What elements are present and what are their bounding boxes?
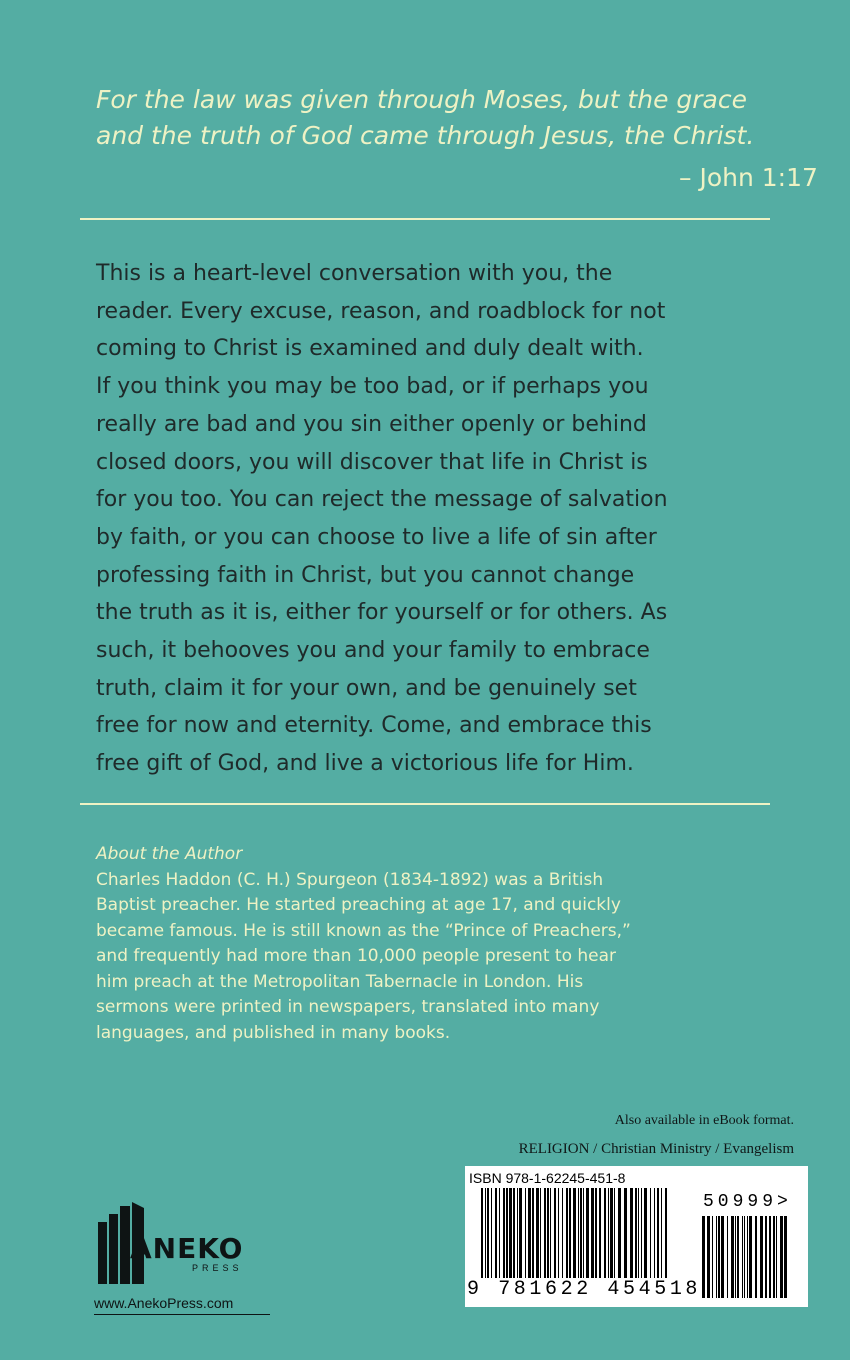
barcode-bar [544, 1188, 546, 1278]
top-divider [80, 218, 770, 220]
quote-reference: – John 1:17 [679, 163, 818, 192]
about-the-author [96, 842, 786, 1046]
about-line: and frequently had more than 10,000 people present to hear [96, 946, 617, 966]
about-line: languages, and published in many books. [96, 1022, 451, 1043]
barcode-bar [550, 1188, 551, 1278]
barcode-bar [536, 1188, 539, 1278]
barcode-bar [566, 1188, 568, 1278]
description-line: truth, claim it for your own, and be genuinely set [96, 675, 637, 701]
about-line: Charles Haddon (C. H.) Spurgeon (1834-1892) was a British [96, 869, 604, 890]
publisher-logo [94, 1192, 284, 1292]
barcode-bar [760, 1216, 763, 1298]
barcode-bar [737, 1216, 739, 1298]
barcode-bar [491, 1188, 492, 1278]
barcode-bar [773, 1216, 775, 1298]
description-line: coming to Christ is examined and duly dealt with. [96, 336, 644, 362]
barcode-bar [744, 1216, 745, 1298]
bottom-divider [80, 803, 770, 805]
barcode-bar [635, 1188, 637, 1278]
about-line: Baptist preacher. He started preaching at age 17, and quickly [96, 895, 621, 915]
barcode-bar [747, 1216, 748, 1298]
barcode-bar [586, 1188, 589, 1278]
description-line: closed doors, you will discover that life in Christ is [96, 449, 648, 475]
barcode-bar [578, 1188, 579, 1278]
barcode-bar [517, 1188, 518, 1278]
barcode-bar [503, 1188, 505, 1278]
book-description [96, 255, 776, 783]
barcode-bar [485, 1188, 486, 1278]
barcode-bar [487, 1188, 489, 1278]
barcode-bar [657, 1188, 659, 1278]
barcode-bar [721, 1216, 724, 1298]
about-heading: About the Author [96, 844, 243, 864]
barcode-bar [540, 1188, 541, 1278]
quote-line: and the truth of God came through Jesus, the Christ. [96, 121, 755, 150]
description-line: the truth as it is, either for yourself or for others. As [96, 600, 668, 626]
barcode-bar [650, 1188, 651, 1278]
barcode-bar [554, 1188, 556, 1278]
about-line: became famous. He is still known as the “Prince of Preachers,” [96, 920, 631, 941]
barcode-bar [630, 1188, 633, 1278]
barcode-bar [547, 1188, 549, 1278]
addon-digits: 50999> [703, 1192, 792, 1212]
description-line: professing faith in Christ, but you cannot change [96, 562, 635, 588]
barcode-bar [608, 1188, 609, 1278]
publisher-url[interactable]: www.AnekoPress.com [94, 1295, 234, 1311]
description-line: reader. Every excuse, reason, and roadblock for not [96, 298, 666, 324]
epigraph-quote [96, 82, 818, 192]
barcode-bar [712, 1216, 713, 1298]
barcode-bar [506, 1188, 508, 1278]
ean-digits: 9 781622 454518 [467, 1278, 702, 1301]
barcode-bar [573, 1188, 576, 1278]
bisac-category: RELIGION / Christian Ministry / Evangelism [518, 1141, 794, 1157]
barcode-bar [707, 1216, 710, 1298]
barcode-bar [661, 1188, 662, 1278]
barcode-bar [644, 1188, 647, 1278]
barcode-bar [654, 1188, 655, 1278]
barcode-bar [513, 1188, 515, 1278]
barcode-bar [595, 1188, 597, 1278]
description-line: by faith, or you can choose to live a life of sin after [96, 524, 657, 550]
barcode-bar [604, 1188, 606, 1278]
barcode-bar [499, 1188, 500, 1278]
barcode-bar [583, 1188, 584, 1278]
barcode-bar [665, 1188, 667, 1278]
barcode-bar [784, 1216, 787, 1298]
barcode-bar [528, 1188, 531, 1278]
description-line: for you too. You can reject the message of salvation [96, 487, 668, 513]
barcode-bar [727, 1216, 728, 1298]
barcode-bar [718, 1216, 720, 1298]
barcode-bar [532, 1188, 534, 1278]
isbn-barcode [465, 1166, 808, 1307]
barcode-bar [558, 1188, 559, 1278]
barcode-bar [702, 1216, 705, 1298]
barcode-bar [641, 1188, 642, 1278]
barcode-bar [591, 1188, 594, 1278]
quote-line: For the law was given through Moses, but the grace [96, 85, 748, 114]
barcode-bar [638, 1188, 639, 1278]
about-line: sermons were printed in newspapers, translated into many [96, 997, 600, 1017]
description-line: such, it behooves you and your family to embrace [96, 638, 650, 664]
barcode-bar [731, 1216, 734, 1298]
barcode-bar [624, 1188, 627, 1278]
barcode-bar [569, 1188, 571, 1278]
barcode-bar [580, 1188, 582, 1278]
publisher-logo-word: ANEKO [130, 1232, 244, 1265]
barcode-bar [599, 1188, 601, 1278]
barcode-bar [749, 1216, 752, 1298]
description-line: This is a heart-level conversation with you, the [96, 261, 613, 286]
publisher-logo-sub: PRESS [192, 1263, 243, 1273]
description-line: If you think you may be too bad, or if perhaps you [96, 374, 649, 400]
barcode-bar [716, 1216, 717, 1298]
description-line: free gift of God, and live a victorious life for Him. [96, 751, 634, 777]
barcode-bar [610, 1188, 613, 1278]
isbn-label: ISBN 978-1-62245-451-8 [469, 1170, 626, 1186]
description-line: free for now and eternity. Come, and embrace this [96, 713, 652, 739]
barcode-bar [481, 1188, 483, 1278]
barcode-bar [742, 1216, 743, 1298]
barcode-bar [776, 1216, 777, 1298]
barcode-bar [769, 1216, 771, 1298]
publisher-url-underline [94, 1314, 270, 1315]
barcode-bar [519, 1188, 522, 1278]
barcode-bar [735, 1216, 736, 1298]
barcode-bar [562, 1188, 563, 1278]
ebook-availability-note: Also available in eBook format. [614, 1113, 794, 1128]
barcode-bar [525, 1188, 526, 1278]
barcode-bar [755, 1216, 757, 1298]
barcode-bar [618, 1188, 621, 1278]
barcode-bar [509, 1188, 512, 1278]
about-line: him preach at the Metropolitan Tabernacle in London. His [96, 971, 584, 992]
barcode-bar [780, 1216, 783, 1298]
barcode-bar [614, 1188, 615, 1278]
barcode-bar [495, 1188, 497, 1278]
barcode-bar [765, 1216, 767, 1298]
description-line: really are bad and you sin either openly or behind [96, 411, 647, 437]
